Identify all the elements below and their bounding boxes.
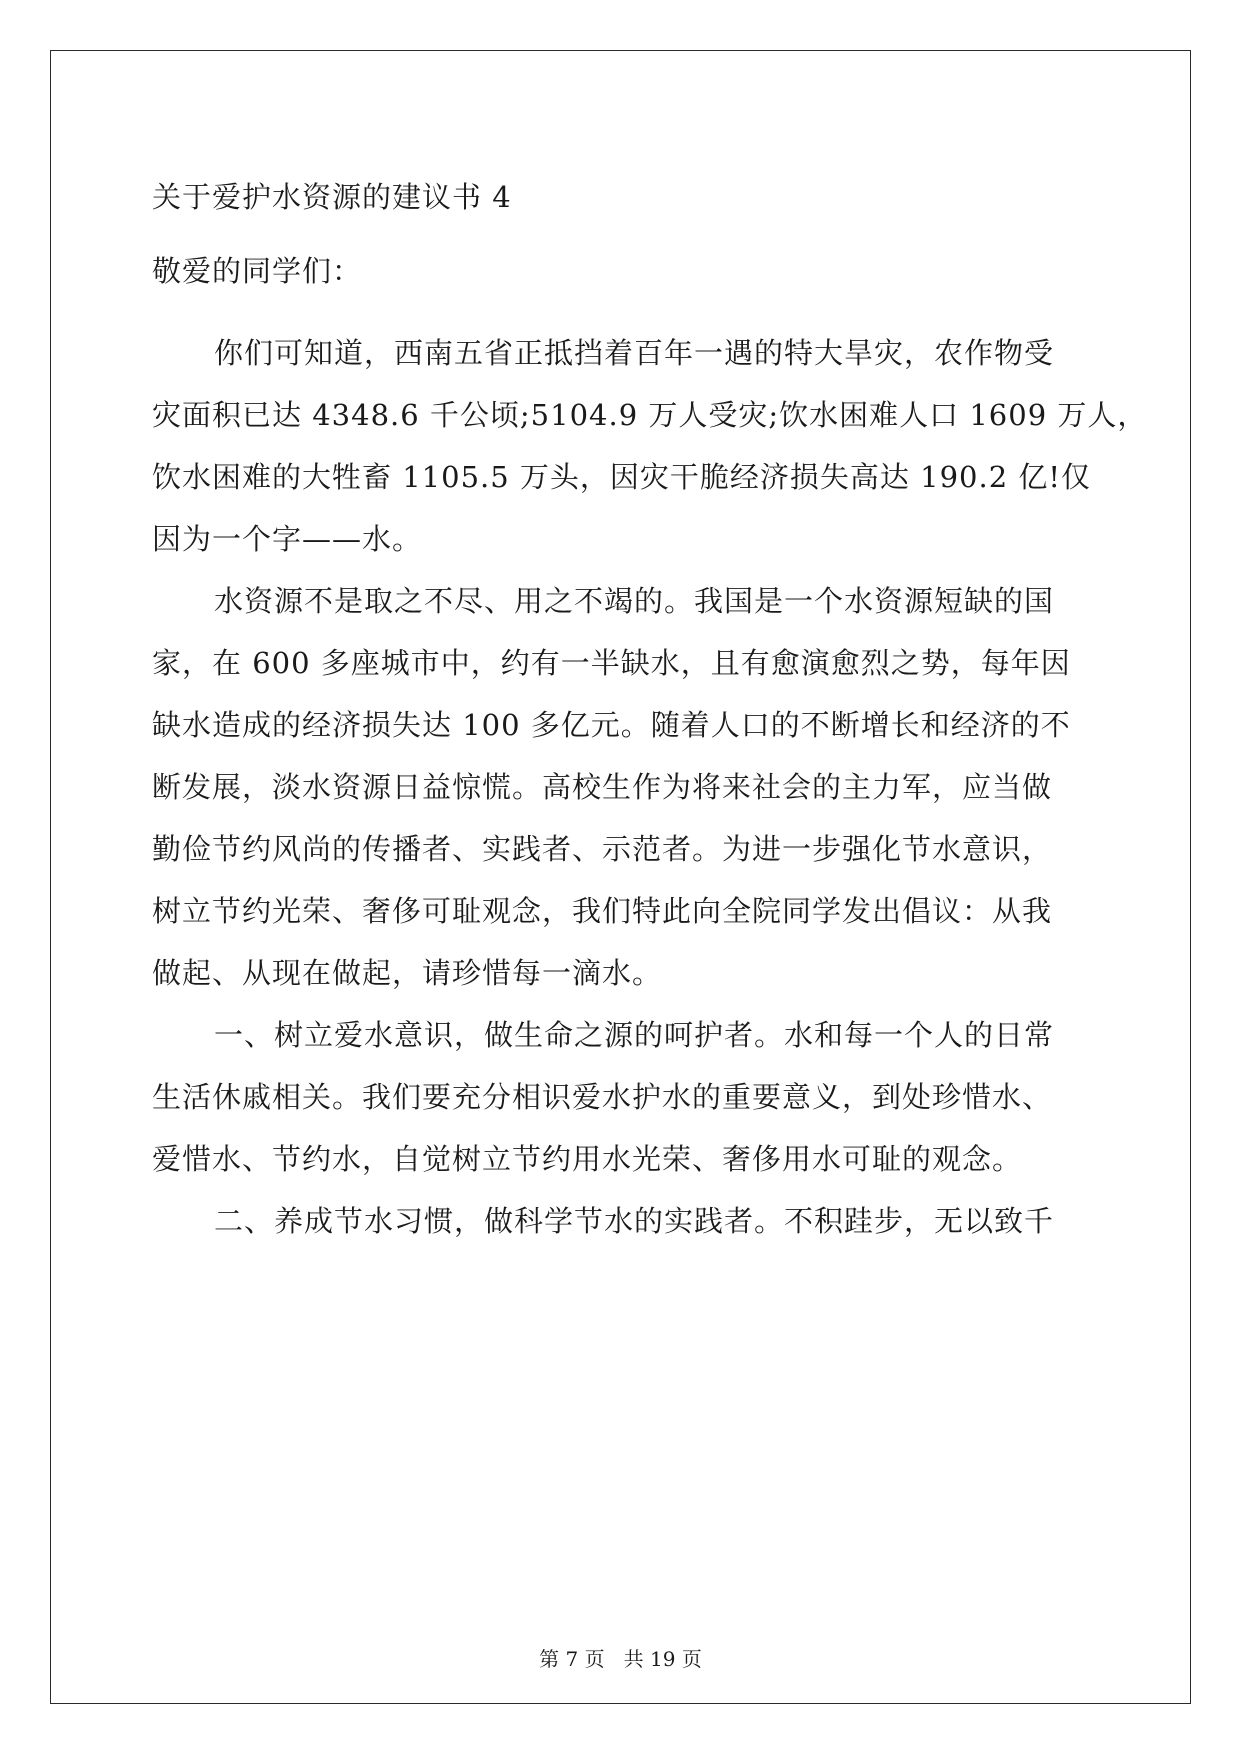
paragraph-line: 家，在 600 多座城市中，约有一半缺水，且有愈演愈烈之势，每年因	[152, 646, 1071, 680]
paragraph-line: 灾面积已达 4348.6 千公顷;5104.9 万人受灾;饮水困难人口 1609 万人，	[152, 398, 1148, 432]
paragraph-2	[152, 570, 1092, 1004]
paragraph-line: 做起、从现在做起，请珍惜每一滴水。	[152, 956, 663, 990]
greeting: 敬爱的同学们：	[152, 254, 363, 288]
paragraph-4	[152, 1190, 1092, 1252]
paragraph-line: 爱惜水、节约水，自觉树立节约用水光荣、奢侈用水可耻的观念。	[152, 1142, 1023, 1176]
paragraph-1	[152, 322, 1148, 570]
paragraph-line: 断发展，淡水资源日益惊慌。高校生作为将来社会的主力军，应当做	[152, 770, 1053, 804]
paragraph-line: 二、养成节水习惯，做科学节水的实践者。不积跬步，无以致千	[214, 1204, 1055, 1238]
paragraph-line: 因为一个字——水。	[152, 522, 423, 556]
document-title: 关于爱护水资源的建议书 4	[152, 180, 512, 214]
paragraph-line: 勤俭节约风尚的传播者、实践者、示范者。为进一步强化节水意识，	[152, 832, 1053, 866]
paragraph-line: 树立节约光荣、奢侈可耻观念，我们特此向全院同学发出倡议：从我	[152, 894, 1053, 928]
paragraph-line: 一、树立爱水意识，做生命之源的呵护者。水和每一个人的日常	[214, 1018, 1055, 1052]
paragraph-line: 生活休戚相关。我们要充分相识爱水护水的重要意义，到处珍惜水、	[152, 1080, 1053, 1114]
paragraph-line: 饮水困难的大牲畜 1105.5 万头，因灾干脆经济损失高达 190.2 亿!仅	[152, 460, 1092, 494]
paragraph-line: 缺水造成的经济损失达 100 多亿元。随着人口的不断增长和经济的不	[152, 708, 1071, 742]
document-body	[152, 160, 1148, 1252]
paragraph-line: 你们可知道，西南五省正抵挡着百年一遇的特大旱灾，农作物受	[214, 336, 1055, 370]
paragraph-line: 水资源不是取之不尽、用之不竭的。我国是一个水资源短缺的国	[214, 584, 1055, 618]
paragraph-3	[152, 1004, 1092, 1190]
page-number-footer: 第 7 页 共 19 页	[539, 1647, 702, 1671]
